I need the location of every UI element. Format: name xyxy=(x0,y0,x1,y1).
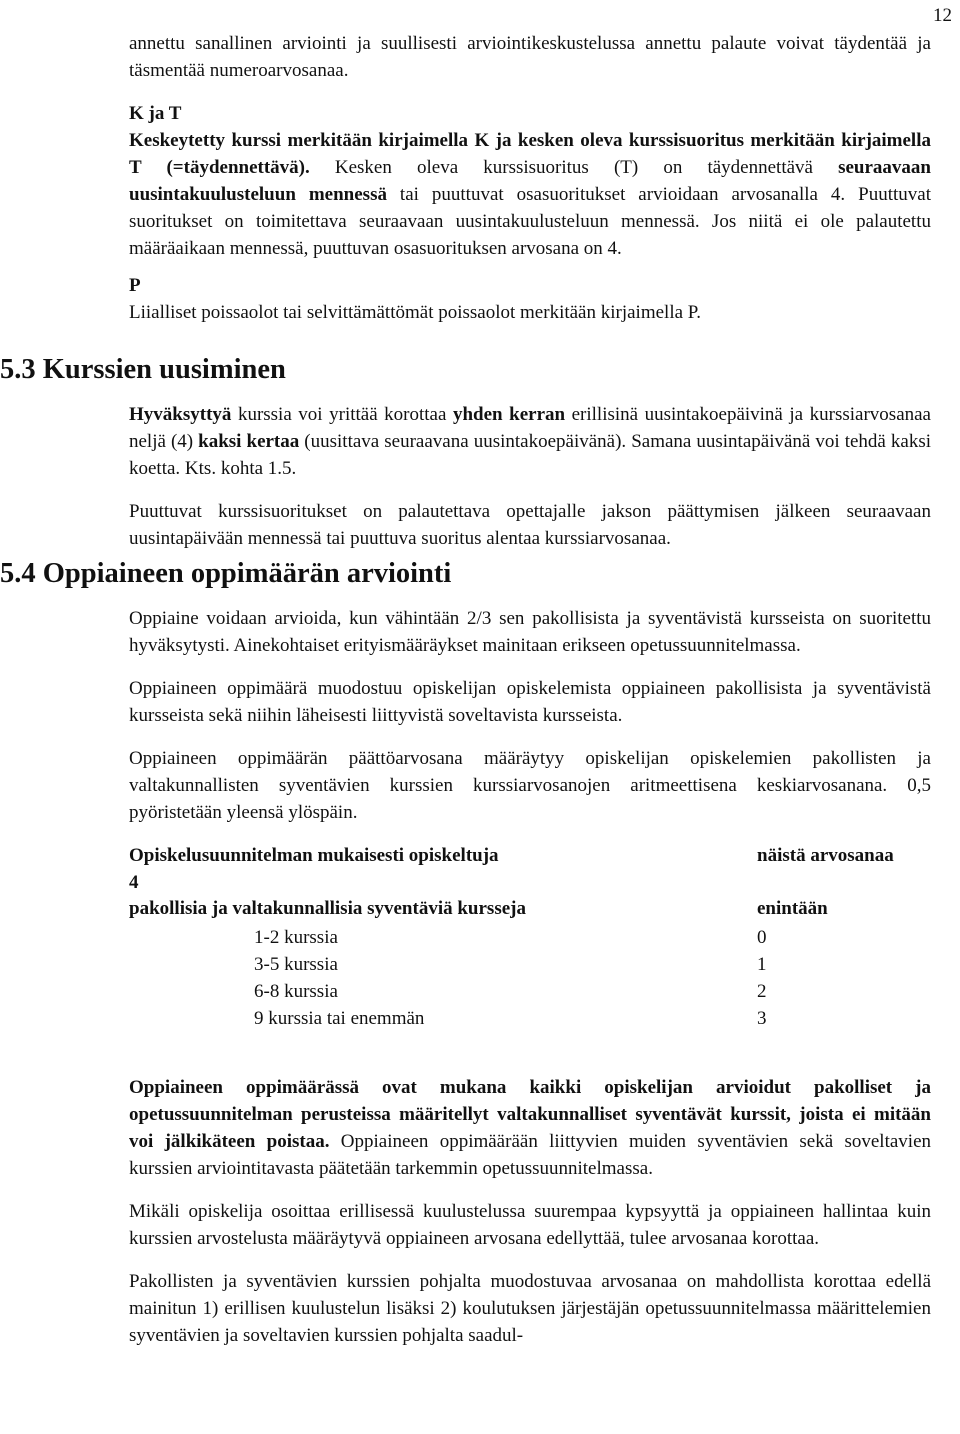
grade-range: 6-8 kurssia xyxy=(254,981,338,1002)
grade-header-right-2: enintään xyxy=(757,898,828,919)
grade-header-4: 4 xyxy=(129,872,139,893)
section-5-4-paragraph-3: Oppiaineen oppimäärän päättöarvosana määräytyy opiskelijan opiskelemien pakollisten ja valtakunnallisten syventävien kurssien kurssiarvosanojen aritmeettisena keskiarvosanana. 0,5 pyöristetään yleensä ylöspäin. xyxy=(129,748,931,823)
s53-text-2: erillisinä uusintakoepäivinä ja kurssiarvosanaa neljä (4) xyxy=(129,404,931,452)
s53-bold-1: Hyväksyttyä xyxy=(129,404,232,425)
grade-header-right: näistä arvosanaa xyxy=(757,845,894,866)
section-5-4-heading: 5.4 Oppiaineen oppimäärän arviointi xyxy=(0,558,452,589)
s53-text-3: (uusittava seuraavana uusintakoepäivänä). Samana uusintapäivänä voi tehdä kaksi koetta. Kts. kohta 1.5. xyxy=(129,431,931,479)
p-label: P xyxy=(129,275,141,296)
document-body xyxy=(0,30,932,1349)
s54-p4-text: Oppiaineen oppimäärään liittyvien muiden syventävien sekä soveltavien kurssien arviointitavasta päätetään tarkemmin opetussuunnitelmassa. xyxy=(129,1131,931,1179)
grade-range: 9 kurssia tai enemmän xyxy=(254,1008,425,1029)
p-paragraph: Liialliset poissaolot tai selvittämättömät poissaolot merkitään kirjaimella P. xyxy=(129,302,702,323)
page-number: 12 xyxy=(933,5,952,26)
k-ja-t-text-1: Kesken oleva kurssisuoritus (T) on täydennettävä xyxy=(309,157,839,178)
s53-text-1: kurssia voi yrittää korottaa xyxy=(231,404,453,425)
table-row xyxy=(129,978,931,1005)
k-ja-t-label: K ja T xyxy=(129,103,182,124)
k-ja-t-paragraph xyxy=(129,127,931,262)
grade-value: 3 xyxy=(757,1008,767,1029)
section-5-4-paragraph-6: Pakollisten ja syventävien kurssien pohjalta muodostuvaa arvosanaa on mahdollista korottaa edellä mainitun 1) erillisen kuulustelun lisäksi 2) koulutuksen järjestäjän opetussuunnitelmassa määrittelemien syventävien ja soveltavien kurssien pohjalta saadul- xyxy=(129,1271,931,1346)
section-5-4-paragraph-4 xyxy=(129,1074,931,1182)
section-5-3-paragraph-1 xyxy=(129,401,931,482)
section-5-4-paragraph-2: Oppiaineen oppimäärä muodostuu opiskelijan opiskelemista oppiaineen pakollisista ja syventävistä kursseista sekä niihin läheisesti liittyvistä soveltavista kursseista. xyxy=(129,678,931,726)
grade-value: 1 xyxy=(757,954,767,975)
s53-bold-2: yhden kerran xyxy=(452,404,566,425)
grade-table xyxy=(129,924,931,1032)
table-row xyxy=(129,951,931,978)
k-ja-t-bold-lead: Keskeytetty kurssi merkitään kirjaimella K ja kesken oleva kurssisuoritus merkitään kirjaimella T (=täydennettävä). xyxy=(129,130,931,178)
section-5-4-paragraph-1: Oppiaine voidaan arvioida, kun vähintään 2/3 sen pakollisista ja syventävistä kursseista on suoritettu hyväksytysti. Ainekohtaiset erityismääräykset mainitaan erikseen opetussuunnitelmassa. xyxy=(129,608,931,656)
k-ja-t-bold-mid: seuraavaan uusintakuulusteluun mennessä xyxy=(129,157,932,205)
table-row xyxy=(129,924,931,951)
grade-header-left: Opiskelusuunnitelman mukaisesti opiskeltuja xyxy=(129,845,499,866)
table-row xyxy=(129,1005,931,1032)
grade-range: 1-2 kurssia xyxy=(254,927,338,948)
section-5-3-paragraph-2: Puuttuvat kurssisuoritukset on palautettava opettajalle jakson päättymisen jälkeen seuraavaan uusintapäivään mennessä tai puuttuva suoritus alentaa kurssiarvosanaa. xyxy=(129,501,931,549)
intro-paragraph: annettu sanallinen arviointi ja suullisesti arviointikeskustelussa annettu palaute voivat täydentää ja täsmentää numeroarvosanaa. xyxy=(129,33,931,81)
grade-range: 3-5 kurssia xyxy=(254,954,338,975)
s54-p4-bold: Oppiaineen oppimäärässä ovat mukana kaikki opiskelijan arvioidut pakolliset ja opetussuunnitelman perusteissa määritellyt valtakunnalliset syventävät kurssit, joista ei mitään voi jälkikäteen poistaa. xyxy=(129,1077,931,1152)
grade-value: 2 xyxy=(757,981,767,1002)
grade-value: 0 xyxy=(757,927,767,948)
section-5-3-heading: 5.3 Kurssien uusiminen xyxy=(0,354,286,385)
grade-header-left-2: pakollisia ja valtakunnallisia syventäviä kursseja xyxy=(129,898,526,919)
p-block xyxy=(129,272,931,326)
s53-bold-3: kaksi kertaa xyxy=(198,431,300,452)
k-ja-t-block xyxy=(129,100,931,262)
section-5-4-paragraph-5: Mikäli opiskelija osoittaa erillisessä kuulustelussa suurempaa kypsyyttä ja oppiaineen hallintaa kuin kurssien arvostelusta määräytyvä oppiaineen arvosana edellyttää, tulee arvosanaa korottaa. xyxy=(129,1201,931,1249)
k-ja-t-text-2: tai puuttuvat osasuoritukset arvioidaan arvosanalla 4. Puuttuvat suoritukset on toimitettava seuraavaan uusintakuulusteluun mennessä. Jos niitä ei ole palautettu määräaikaan mennessä, puuttuvan osasuorituksen arvosana on 4. xyxy=(129,184,931,259)
